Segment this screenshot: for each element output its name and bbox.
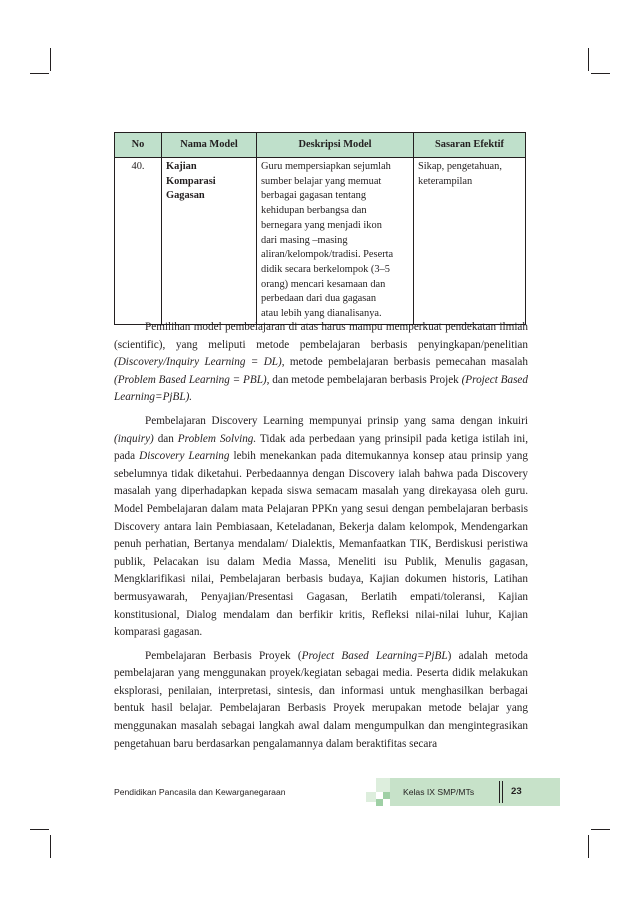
- crop-mark: [30, 73, 49, 74]
- crop-mark: [591, 829, 610, 830]
- description-line: dari masing –masing: [261, 234, 348, 246]
- description-line: Guru mempersiapkan sejumlah: [261, 161, 391, 172]
- italic-term: Discovery Learning: [139, 450, 230, 463]
- footer-decoration: [376, 778, 390, 792]
- crop-mark: [591, 73, 610, 74]
- footer-class-label: Kelas IX SMP/MTs: [403, 787, 475, 797]
- text-span: Pembelajaran Berbasis Proyek (: [145, 649, 302, 662]
- description-line: kehidupan berbangsa dan: [261, 205, 367, 217]
- italic-term: (Project Based Learning=PjBL).: [114, 373, 528, 404]
- italic-term: (Discovery/Inquiry Learning = DL): [114, 356, 282, 369]
- table-row: [115, 158, 526, 325]
- crop-mark: [588, 835, 589, 858]
- italic-term: (inquiry): [114, 432, 154, 445]
- effective-target-cell: [414, 158, 526, 325]
- paragraph-project-based-learning: [114, 648, 528, 754]
- model-name-line: Komparasi: [166, 175, 216, 187]
- description-line: atau lebih yang dianalisanya.: [261, 308, 382, 320]
- header-model-name: Nama Model: [162, 133, 257, 158]
- paragraph-model-selection: [114, 319, 528, 407]
- footer-decoration: [376, 799, 383, 806]
- text-span: dan metode pembelajaran berbasis Projek: [269, 373, 462, 386]
- model-name-line: Kajian: [166, 161, 197, 172]
- italic-term: (Problem Based Learning = PBL),: [114, 373, 270, 386]
- footer-book-title: Pendidikan Pancasila dan Kewarganegaraan: [114, 787, 286, 797]
- text-span: dan: [153, 432, 178, 445]
- crop-mark: [588, 48, 589, 71]
- footer-decoration: [366, 792, 376, 802]
- description-line: didik secara berkelompok (3–5: [261, 263, 390, 275]
- description-line: perbedaan dari dua gagasan: [261, 293, 377, 305]
- model-table: [114, 132, 526, 325]
- model-description-cell: [257, 158, 414, 325]
- crop-mark: [30, 829, 49, 830]
- model-name-cell: [162, 158, 257, 325]
- footer-decoration: [383, 792, 390, 799]
- target-line: keterampilan: [418, 175, 473, 187]
- description-line: sumber belajar yang memuat: [261, 175, 382, 187]
- description-line: orang) mencari kesamaan dan: [261, 278, 386, 290]
- header-no: No: [115, 133, 162, 158]
- italic-term: Project Based Learning=PjBL: [301, 649, 448, 662]
- target-line: Sikap, pengetahuan,: [418, 161, 502, 172]
- text-span: Tidak ada perbedaan yang prinsipil pada ketiga istilah ini, pada: [114, 432, 529, 463]
- text-span: , metode pembelajaran berbasis pemecahan masalah: [281, 356, 528, 369]
- italic-term: Problem Solving.: [177, 432, 257, 445]
- text-span: lebih menekankan pada ditemukannya konsep atau prinsip yang sebelumnya tidak diketahui. Perbedaannya dengan Discovery ialah bahwa pada Discovery masalah yang diperhadapkan kepada siswa semacam masalah yang direkayasa oleh guru. Model Pembelajaran dalam mata Pelajaran PPKn yang sesui dengan pembelajaran berbasis Discovery antara lain Pembiasaan, Keteladanan, Bekerja dalam kelompok, Mendengarkan penuh perhatian, Bertanya mendalam/ Dialektis, Memanfaatkan TIK, Berdiskusi peristiwa publik, Pelacakan isu dalam Media Massa, Meneliti isu Publik, Menulis gagasan, Mengklarifikasi nilai, Pembelajaran berbasis budaya, Kajian dokumen historis, Latihan bermusyawarah, Penyajian/Presentasi Gagasan, Berlatih empati/toleransi, Kajian konstitusional, Dialog mendalam dan berfikir kritis, Refleksi nilai-nilai luhur, Kajian komparasi gagasan.: [114, 450, 528, 639]
- header-model-description: Deskripsi Model: [257, 133, 414, 158]
- model-name-line: Gagasan: [166, 190, 205, 202]
- table-header-row: [115, 133, 526, 158]
- description-line: berbagai gagasan tentang: [261, 190, 367, 202]
- row-number: 40.: [115, 158, 162, 325]
- page-number: 23: [511, 786, 522, 797]
- body-text: [114, 319, 528, 759]
- paragraph-discovery-learning: [114, 413, 528, 642]
- description-line: aliran/kelompok/tradisi. Peserta: [261, 249, 394, 261]
- crop-mark: [50, 835, 51, 858]
- text-span: Pemilihan model pembelajaran di atas harus mampu memperkuat pendekatan ilmiah (scientific), yang meliputi metode pembelajaran berbasis penyingkapan/penelitian: [114, 321, 528, 351]
- description-line: bernegara yang menjadi ikon: [261, 219, 382, 231]
- text-span: ) adalah metoda pembelajaran yang menggunakan proyek/kegiatan sebagai media. Peserta didik melakukan eksplorasi, penilaian, interpretasi, sintesis, dan informasi untuk menghasilkan berbagai bentuk hasil belajar. Pembelajaran Berbasis Proyek merupakan metode belajar yang menggunakan masalah sebagai langkah awal dalam mengumpulkan dan mengintegrasikan pengetahuan baru berdasarkan pengalamannya dalam beraktifitas secara: [114, 649, 528, 750]
- text-span: Pembelajaran Discovery Learning mempunyai prinsip yang sama dengan inkuiri: [145, 414, 528, 427]
- footer-divider: [499, 781, 500, 803]
- footer-divider: [502, 781, 503, 803]
- crop-mark: [50, 48, 51, 71]
- header-effective-target: Sasaran Efektif: [414, 133, 526, 158]
